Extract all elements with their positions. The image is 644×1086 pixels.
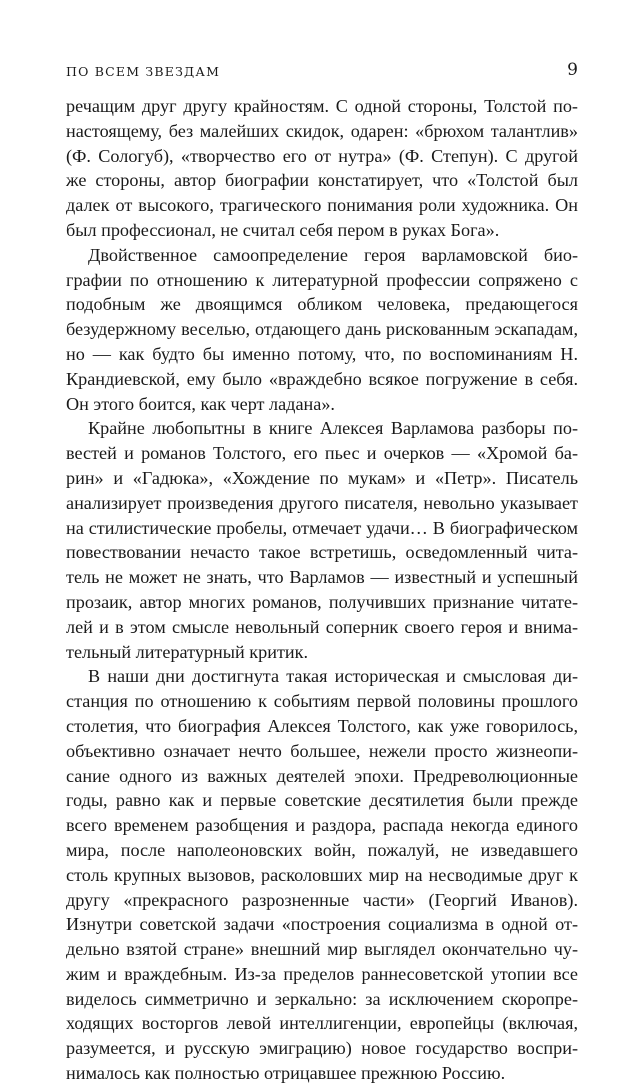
page-number: 9: [567, 60, 578, 80]
paragraph: Крайне любопытны в книге Алексея Варламова разборы повестей и романов Толстого, его пьес и очерков — «Хромой барин» и «Гадюка», «Хождение по мукам» и «Петр». Писатель анализирует произведения другого писателя, невольно указывает на стилистические пробелы, отмечает удачи… В биографическом повествовании нечасто такое встретишь, осведомленный читатель не может не знать, что Варламов — известный и успешный прозаик, автор многих романов, получивших признание читателей и в этом смысле невольный соперник своего героя и внимательный литературный критик.: [66, 418, 578, 662]
paragraph: В наши дни достигнута такая историческая и смысловая дистанция по отношению к событиям первой половины прошлого столетия, что биография Алексея Толстого, как уже говорилось, объективно означает нечто большее, нежели просто жизнеописание одного из важных деятелей эпохи. Предреволюционные годы, равно как и первые советские десятилетия были прежде всего временем разобщения и раздора, распада некогда единого мира, после наполеоновских войн, пожалуй, не изведавшего столь крупных вызовов, расколовших мир на несводимые друг к другу «прекрасного разрозненные части» (Георгий Иванов). Изнутри советской задачи «построения социализма в одной отдельно взятой стране» внешний мир выглядел окончательно чужим и враждебным. Из-за пределов раннесоветской утопии все виделось симметрично и зеркально: за исключением скоропреходящих восторгов левой интеллигенции, европейцы (включая, разумеется, и русскую эмиграцию) новое государство воспринималось как полностью отрицавшее прежнюю Россию.: [66, 666, 578, 1084]
paragraph-continued: речащим друг другу крайностям. С одной стороны, Толстой по-настоящему, без малейших скидок, одарен: «брюхом талантлив» (Ф. Сологуб), «творчество его от нутра» (Ф. Степун). С другой же стороны, автор биографии констатирует, что «Толстой был далек от высокого, трагического понимания роли художника. Он был профессионал, не считал себя пером в руках Бога».: [66, 96, 578, 240]
paragraph: Двойственное самоопределение героя варламовской биографии по отношению к литературной профессии сопряжено с подобным же двоящимся обликом человека, предающегося безудержному веселью, отдающего дань рискованным эскападам, но — как будто бы именно потому, что, по воспоминаниям Н. Крандиевской, ему было «враждебно всякое погружение в себя. Он этого боится, как черт ладана».: [66, 244, 578, 414]
running-title: ПО ВСЕМ ЗВЕЗДАМ: [66, 64, 221, 79]
body-text: [66, 94, 578, 1086]
